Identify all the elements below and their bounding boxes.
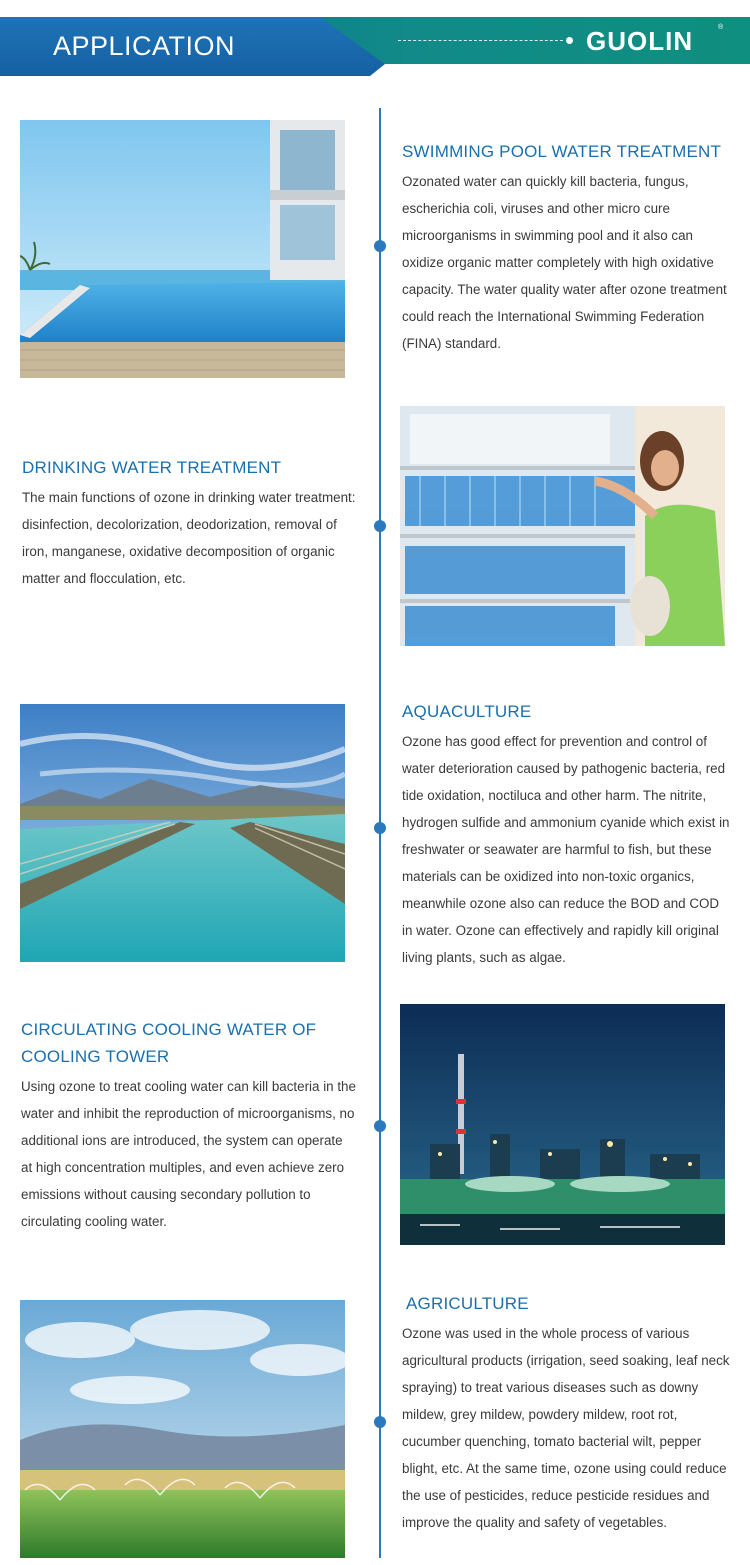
section-cooling-tower (21, 1016, 356, 1235)
page-title: APPLICATION (53, 31, 236, 61)
section-drinking-water (22, 454, 357, 592)
section-body: The main functions of ozone in drinking water treatment: disinfection, decolorization, deodorization, removal of iron, manganese, oxidative decomposition of organic matter and flocculation, etc. (22, 490, 356, 586)
section-title: AQUACULTURE (402, 702, 532, 721)
section-body: Ozonated water can quickly kill bacteria, fungus, escherichia coli, viruses and other micro cure microorganisms in swimming pool and it also can oxidize organic matter completely with high oxidative capacity. The water quality water after ozone treatment could reach the International Swimming Federation (FINA) standard. (402, 174, 727, 351)
swimming-pool-photo (20, 120, 345, 378)
section-title: AGRICULTURE (406, 1294, 529, 1313)
timeline-dot (374, 1120, 386, 1132)
section-agriculture (402, 1290, 736, 1536)
fish-farm-photo (20, 704, 345, 962)
section-swimming-pool (402, 138, 732, 357)
bottled-water-shelf-photo (400, 406, 725, 646)
registered-mark: ® (718, 24, 724, 31)
industrial-plant-night-photo (400, 1004, 725, 1245)
timeline-dot (374, 240, 386, 252)
section-title: SWIMMING POOL WATER TREATMENT (402, 142, 722, 161)
field-irrigation-photo (20, 1300, 345, 1558)
header-dashed-line (398, 40, 563, 41)
timeline-dot (374, 520, 386, 532)
section-body: Using ozone to treat cooling water can kill bacteria in the water and inhibit the reproduction of microorganisms, no additional ions are introduced, the system can operate at high concentration multiples, and even achieve zero emissions without causing secondary pollution to circulating cooling water. (21, 1079, 356, 1229)
section-body: Ozone has good effect for prevention and control of water deterioration caused by pathogenic bacteria, red tide oxidation, noctiluca and other harm. The nitrite, hydrogen sulfide and ammonium cyanide which exist in freshwater or seawater are harmful to fish, but these materials can be oxidized into non-toxic organics, meanwhile ozone also can reduce the BOD and COD in water. Ozone can effectively and rapidly kill original living plants, such as algae. (402, 734, 730, 965)
timeline-dot (374, 1416, 386, 1428)
timeline-dot (374, 822, 386, 834)
header-dot (566, 37, 573, 44)
section-aquaculture (402, 698, 732, 971)
header-banner (0, 0, 750, 78)
section-title: CIRCULATING COOLING WATER OF COOLING TOWER (21, 1020, 317, 1066)
section-body: Ozone was used in the whole process of various agricultural products (irrigation, seed soaking, leaf neck spraying) to treat various diseases such as downy mildew, grey mildew, powdery mildew, root rot, cucumber quenching, tomato bacterial wilt, pepper blight, etc. At the same time, ozone using could reduce the use of pesticides, reduce pesticide residues and improve the quality and safety of vegetables. (402, 1326, 730, 1530)
section-title: DRINKING WATER TREATMENT (22, 458, 282, 477)
brand-logo: GUOLIN (586, 26, 694, 56)
